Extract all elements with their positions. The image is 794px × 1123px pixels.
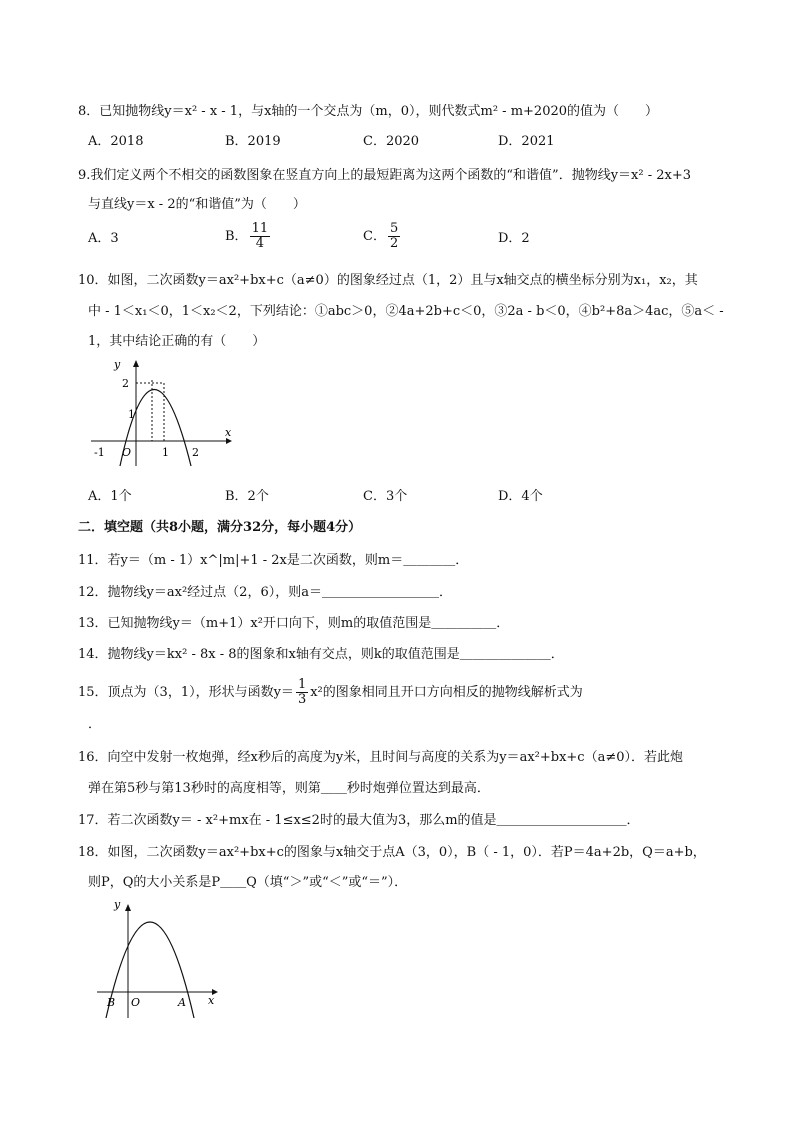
q10-graph-y-label: y <box>114 358 121 371</box>
q9-option-c-numerator: 5 <box>389 221 399 236</box>
question-16-line-2: 弹在第5秒与第13秒时的高度相等，则第＿＿秒时炮弹位置达到最高． <box>88 781 490 796</box>
question-11: 11．若y＝（m - 1）x^|m|+1 - 2x是二次函数，则m＝＿＿＿＿． <box>78 553 469 568</box>
q9-option-b-denominator: 4 <box>255 236 264 251</box>
q10-graph-tick-2x: 2 <box>192 446 199 459</box>
section-2-title: 二．填空题（共8小题，满分32分，每小题4分） <box>78 520 362 535</box>
question-18-line-2: 则P，Q的大小关系是P＿＿Q（填“＞”或“＜”或“＝”）． <box>88 875 408 890</box>
q18-graph-y-label: y <box>114 898 121 911</box>
q18-graph-point-a: A <box>178 996 186 1009</box>
q10-option-c: C．3个 <box>363 489 408 504</box>
question-8: 8．已知抛物线y＝x² - x - 1，与x轴的一个交点为（m，0），则代数式m² - m+2020的值为（ ） <box>78 104 659 119</box>
q10-parabola-graph <box>86 358 236 468</box>
question-14: 14．抛物线y＝kx² - 8x - 8的图象和x轴有交点，则k的取值范围是＿＿＿＿＿＿＿． <box>78 647 564 662</box>
q10-graph-tick-1y: 1 <box>128 408 135 421</box>
question-15-numerator: 1 <box>297 677 307 692</box>
question-15-prefix: 15．顶点为（3，1），形状与函数y＝ <box>78 685 294 700</box>
q18-graph-origin: O <box>131 996 141 1009</box>
q9-option-d: D．2 <box>498 231 530 246</box>
question-13: 13．已知抛物线y＝（m+1）x²开口向下，则m的取值范围是＿＿＿＿＿． <box>78 616 510 631</box>
question-17: 17．若二次函数y＝ - x²+mx在 - 1≤x≤2时的最大值为3，那么m的值是＿＿＿＿＿＿＿＿＿＿． <box>78 813 640 828</box>
q9-option-c-denominator: 2 <box>389 236 399 251</box>
q9-option-a: A．3 <box>88 231 119 246</box>
question-15-fraction <box>296 678 308 707</box>
q18-graph-point-b: B <box>107 996 116 1009</box>
q9-option-c-fraction <box>388 222 400 251</box>
q10-graph-tick-1x: 1 <box>162 446 169 459</box>
q9-option-b-prefix: B． <box>225 229 248 244</box>
q9-option-c <box>363 222 402 251</box>
question-12: 12．抛物线y＝ax²经过点（2，6），则a＝＿＿＿＿＿＿＿＿＿． <box>78 585 452 600</box>
q10-graph-tick-2: 2 <box>122 377 129 390</box>
question-15 <box>78 678 583 707</box>
q8-option-a: A．2018 <box>88 134 144 149</box>
question-9-line-2: 与直线y＝x - 2的“和谐值”为（ ） <box>88 197 306 212</box>
question-10-line-3: 1，其中结论正确的有（ ） <box>88 334 266 349</box>
q10-option-b: B．2个 <box>225 489 269 504</box>
q8-option-d: D．2021 <box>498 134 555 149</box>
q10-graph-tick-neg1: -1 <box>94 446 105 459</box>
question-10-line-2: 中 - 1＜x₁＜0，1＜x₂＜2，下列结论：①abc＞0，②4a+2b+c＜0，③2a - b＜0，④b²+8a＞4ac，⑤a＜ - <box>88 304 724 319</box>
question-9-line-1: 9.我们定义两个不相交的函数图象在竖直方向上的最短距离为这两个函数的“和谐值”．抛物线y＝x² - 2x+3 <box>78 168 692 183</box>
q18-parabola-graph <box>92 896 227 1021</box>
q8-option-c: C．2020 <box>363 134 420 149</box>
question-10-line-1: 10．如图，二次函数y＝ax²+bx+c（a≠0）的图象经过点（1，2）且与x轴交点的横坐标分别为x₁，x₂，其 <box>78 273 698 288</box>
q9-option-b-fraction <box>250 222 271 251</box>
q8-option-b: B．2019 <box>225 134 281 149</box>
q10-option-a: A．1个 <box>88 489 132 504</box>
q9-option-c-prefix: C． <box>363 229 386 244</box>
q9-option-b-numerator: 11 <box>251 221 269 236</box>
question-15-suffix: x²的图象相同且开口方向相反的抛物线解析式为 <box>310 685 583 700</box>
question-15-denominator: 3 <box>297 692 307 707</box>
question-16-line-1: 16．向空中发射一枚炮弹，经x秒后的高度为y米，且时间与高度的关系为y＝ax²+bx+c（a≠0）．若此炮 <box>78 750 683 765</box>
q10-graph-x-label: x <box>225 426 232 439</box>
q10-graph-origin: O <box>122 446 132 459</box>
q10-option-d: D．4个 <box>498 489 543 504</box>
q18-graph-x-label: x <box>208 994 215 1007</box>
q9-option-b <box>225 222 272 251</box>
question-18-line-1: 18．如图，二次函数y＝ax²+bx+c的图象与x轴交于点A（3，0），B（ - 1，0）．若P＝4a+2b，Q＝a+b， <box>78 845 706 860</box>
question-15-line-2: ． <box>88 717 102 732</box>
